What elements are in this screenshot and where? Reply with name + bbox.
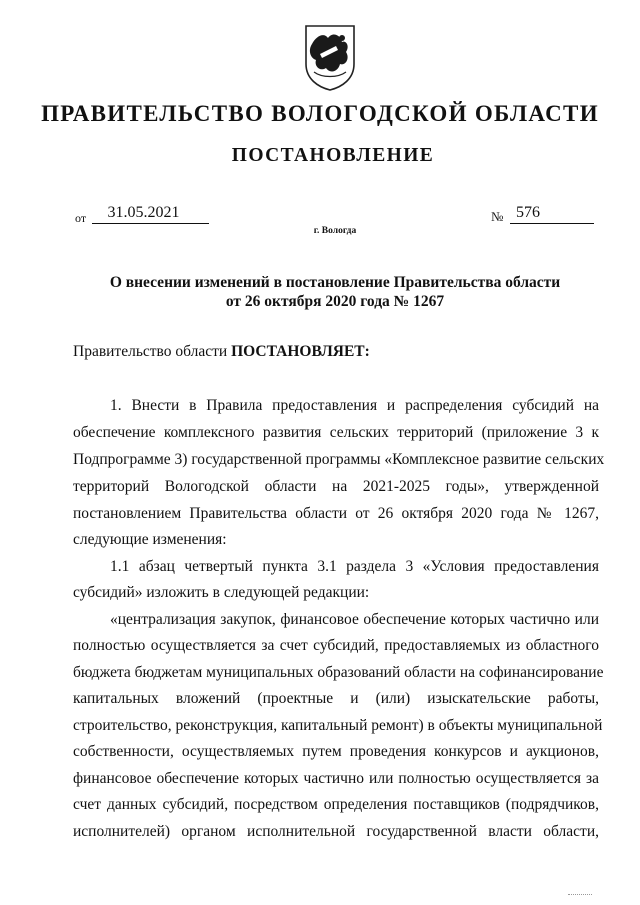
body-line: 1. Внести в Правила предоставления и распределения субсидий на: [110, 397, 599, 414]
document-date: 31.05.2021: [92, 204, 209, 224]
document-subject: [60, 273, 610, 311]
preamble-emphasis: ПОСТАНОВЛЯЕТ:: [231, 343, 370, 360]
number-prefix: №: [491, 209, 504, 224]
body-line: капитальных вложений (проектные и (или) изыскательские работы,: [73, 690, 599, 707]
document-number: 576: [510, 204, 594, 224]
body-line: собственности, осуществляемых путем проведения конкурсов и аукционов,: [73, 743, 599, 760]
document-type: ПОСТАНОВЛЕНИЕ: [231, 145, 435, 166]
body-line: бюджета бюджетам муниципальных образований области на софинансирование: [73, 664, 604, 681]
preamble: [73, 343, 599, 361]
body-line: территорий Вологодской области на 2021-2025 годы», утвержденной: [73, 478, 599, 495]
page-footer-mark: [568, 893, 592, 895]
body-line: полностью осуществляется за счет субсидий, предоставляемых из областного: [73, 637, 599, 654]
body-line: исполнителей) органом исполнительной государственной власти области,: [73, 823, 599, 840]
body-line: счет данных субсидий, посредством определения поставщиков (подрядчиков,: [73, 796, 599, 813]
body-line: «централизация закупок, финансовое обеспечение которых частично или: [110, 611, 599, 628]
body-line: финансовое обеспечение которых частично или полностью осуществляется за: [73, 770, 599, 787]
subject-line: от 26 октября 2020 года № 1267: [225, 293, 445, 310]
government-title: ПРАВИТЕЛЬСТВО ВОЛОГОДСКОЙ ОБЛАСТИ: [41, 101, 599, 126]
body-line: Подпрограмме 3) государственной программы «Комплексное развитие сельских: [73, 451, 605, 468]
city-label: г. Вологда: [313, 226, 357, 236]
preamble-text: Правительство области: [73, 343, 232, 360]
body-line: постановлением Правительства области от 26 октября 2020 года № 1267,: [73, 505, 599, 522]
coat-of-arms-icon: [302, 24, 358, 92]
body-line: следующие изменения:: [73, 531, 227, 548]
body-line: обеспечение комплексного развития сельских территорий (приложение 3 к: [73, 424, 599, 441]
body-line: строительство, реконструкция, капитальный ремонт) в объекты муниципальной: [73, 717, 603, 734]
body-line: субсидий» изложить в следующей редакции:: [73, 584, 370, 601]
subject-line: О внесении изменений в постановление Правительства области: [109, 274, 561, 291]
date-prefix: от: [75, 211, 87, 225]
body-line: 1.1 абзац четвертый пункта 3.1 раздела 3 «Условия предоставления: [110, 558, 599, 575]
